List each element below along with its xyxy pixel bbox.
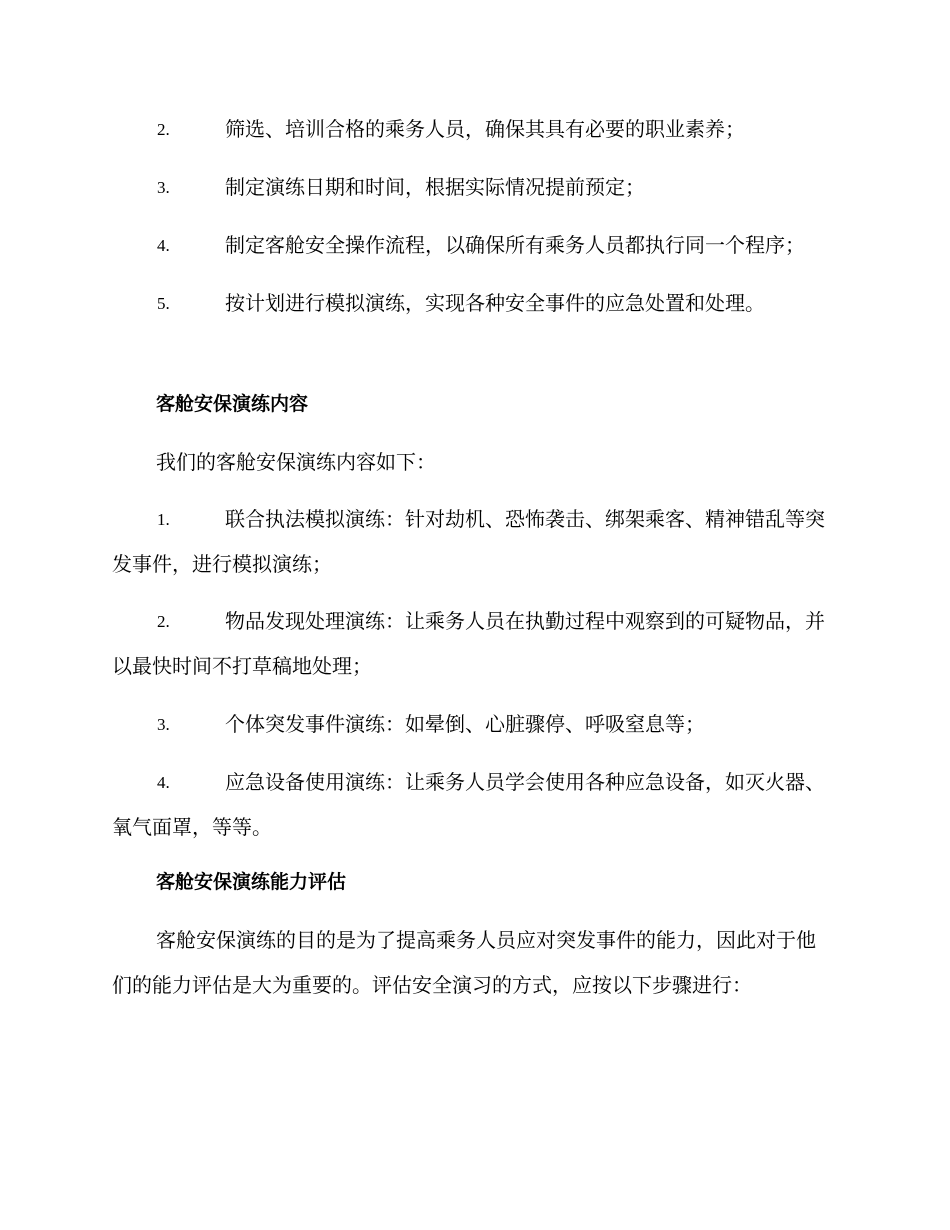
section-heading: 客舱安保演练内容 [156, 393, 309, 415]
list-item-number: 1. [157, 510, 170, 529]
list-item-text: 物品发现处理演练：让乘务人员在执勤过程中观察到的可疑物品，并以最快时间不打草稿地处理； [112, 609, 825, 678]
list-item [112, 497, 834, 587]
paragraph: 我们的客舱安保演练内容如下： [156, 450, 436, 474]
drill-content-intro [112, 440, 834, 485]
list-item-text: 联合执法模拟演练：针对劫机、恐怖袭击、绑架乘客、精神错乱等突发事件，进行模拟演练； [112, 507, 825, 576]
list-item-number: 2. [157, 120, 170, 139]
list-item-text: 制定演练日期和时间，根据实际情况提前预定； [225, 175, 645, 199]
list-item-number: 5. [157, 294, 170, 313]
list-item-number: 4. [157, 773, 170, 792]
list-item [112, 702, 834, 747]
list-item [112, 107, 834, 152]
list-item [112, 165, 834, 210]
list-item-number: 2. [157, 612, 170, 631]
list-item-text: 个体突发事件演练：如晕倒、心脏骤停、呼吸窒息等； [225, 712, 705, 736]
list-item [112, 281, 834, 326]
procedure-list [112, 107, 834, 326]
section-heading: 客舱安保演练能力评估 [156, 871, 347, 893]
list-item-text: 制定客舱安全操作流程，以确保所有乘务人员都执行同一个程序； [225, 233, 805, 257]
list-item-text: 按计划进行模拟演练，实现各种安全事件的应急处置和处理。 [225, 291, 765, 315]
drill-content-list [112, 497, 834, 850]
list-item [112, 223, 834, 268]
list-item [112, 599, 834, 689]
section-heading-drill-content [112, 382, 834, 427]
list-item [112, 760, 834, 850]
list-item-number: 3. [157, 178, 170, 197]
list-item-number: 4. [157, 236, 170, 255]
list-item-text: 应急设备使用演练：让乘务人员学会使用各种应急设备，如灭火器、氧气面罩，等等。 [112, 770, 825, 839]
list-item-text: 筛选、培训合格的乘务人员，确保其具有必要的职业素养； [225, 117, 745, 141]
section-heading-capability-assessment [112, 860, 834, 905]
list-item-number: 3. [157, 715, 170, 734]
paragraph: 客舱安保演练的目的是为了提高乘务人员应对突发事件的能力，因此对于他们的能力评估是大为重要的。评估安全演习的方式，应按以下步骤进行： [112, 928, 816, 997]
assessment-paragraph [112, 918, 834, 1008]
